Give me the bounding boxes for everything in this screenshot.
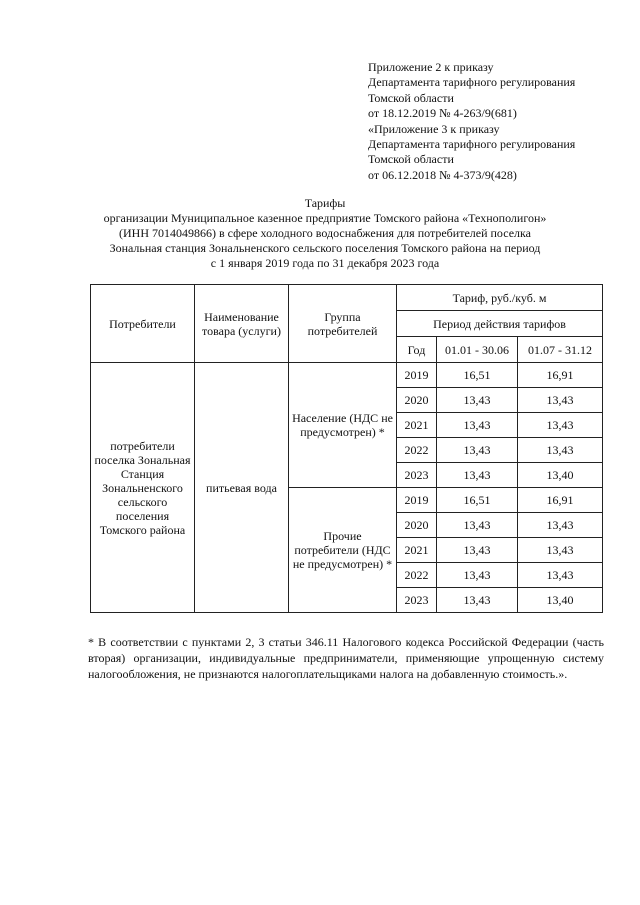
- tariff-h1-cell: 13,43: [437, 588, 518, 613]
- tariff-h2-cell: 16,91: [518, 363, 603, 388]
- tariff-h1-cell: 13,43: [437, 563, 518, 588]
- group-cell: Прочие потребители (НДС не предусмотрен) *: [289, 488, 397, 613]
- appendix-line: Томской области: [368, 152, 454, 167]
- appendix-line: от 06.12.2018 № 4-373/9(428): [368, 167, 517, 182]
- tariff-h1-cell: 16,51: [437, 488, 518, 513]
- tariff-h2-cell: 13,43: [518, 388, 603, 413]
- tariff-h2-cell: 13,43: [518, 563, 603, 588]
- title-line: организации Муниципальное казенное предприятие Томского района «Технополигон»: [103, 211, 547, 225]
- year-cell: 2023: [397, 463, 437, 488]
- appendix-line: Департамента тарифного регулирования: [368, 75, 576, 90]
- table-row: [91, 363, 603, 388]
- year-cell: 2022: [397, 438, 437, 463]
- title-heading: Тарифы: [304, 196, 346, 210]
- year-cell: 2023: [397, 588, 437, 613]
- year-cell: 2019: [397, 488, 437, 513]
- title-line: с 1 января 2019 года по 31 декабря 2023 года: [210, 256, 440, 270]
- tariff-h2-cell: 13,43: [518, 438, 603, 463]
- header-product: Наименование товара (услуги): [195, 285, 289, 363]
- year-cell: 2021: [397, 413, 437, 438]
- tariff-h1-cell: 13,43: [437, 388, 518, 413]
- header-consumers: Потребители: [91, 285, 195, 363]
- tariff-h1-cell: 13,43: [437, 438, 518, 463]
- appendix-line: Томской области: [368, 90, 454, 105]
- footnote: * В соответствии с пунктами 2, 3 статьи 346.11 Налогового кодекса Российской Федерации (часть вторая) организации, индивидуальные предприниматели, применяющие упрощенную систему налогообложения, не признаются налогоплательщиками налога на добавленную стоимость.».: [88, 635, 604, 681]
- header-period: Период действия тарифов: [397, 311, 603, 337]
- year-cell: 2022: [397, 563, 437, 588]
- tariff-h2-cell: 16,91: [518, 488, 603, 513]
- header-tariff: Тариф, руб./куб. м: [397, 285, 603, 311]
- header-year: Год: [397, 337, 437, 363]
- year-cell: 2020: [397, 513, 437, 538]
- document-title: [60, 196, 590, 271]
- tariff-table: [90, 284, 603, 613]
- appendix-line: Департамента тарифного регулирования: [368, 136, 576, 151]
- tariff-h2-cell: 13,43: [518, 538, 603, 563]
- title-line: (ИНН 7014049866) в сфере холодного водоснабжения для потребителей поселка: [119, 226, 531, 240]
- appendix-header: [368, 60, 628, 183]
- tariff-h2-cell: 13,40: [518, 463, 603, 488]
- tariff-h1-cell: 13,43: [437, 538, 518, 563]
- year-cell: 2021: [397, 538, 437, 563]
- product-cell: питьевая вода: [195, 363, 289, 613]
- header-first-half: 01.01 - 30.06: [437, 337, 518, 363]
- tariff-h2-cell: 13,43: [518, 413, 603, 438]
- year-cell: 2020: [397, 388, 437, 413]
- header-group: Группа потребителей: [289, 285, 397, 363]
- appendix-line: Приложение 2 к приказу: [368, 60, 494, 74]
- appendix-line: от 18.12.2019 № 4-263/9(681): [368, 106, 517, 121]
- title-line: Зональная станция Зональненского сельского поселения Томского района на период: [109, 241, 541, 255]
- tariff-h2-cell: 13,43: [518, 513, 603, 538]
- group-cell: Население (НДС не предусмотрен) *: [289, 363, 397, 488]
- appendix-line: «Приложение 3 к приказу: [368, 121, 500, 136]
- tariff-h1-cell: 13,43: [437, 463, 518, 488]
- year-cell: 2019: [397, 363, 437, 388]
- consumer-cell: потребители поселка Зональная Станция Зональненского сельского поселения Томского района: [91, 363, 195, 613]
- tariff-h1-cell: 16,51: [437, 363, 518, 388]
- header-second-half: 01.07 - 31.12: [518, 337, 603, 363]
- tariff-h2-cell: 13,40: [518, 588, 603, 613]
- tariff-h1-cell: 13,43: [437, 413, 518, 438]
- tariff-h1-cell: 13,43: [437, 513, 518, 538]
